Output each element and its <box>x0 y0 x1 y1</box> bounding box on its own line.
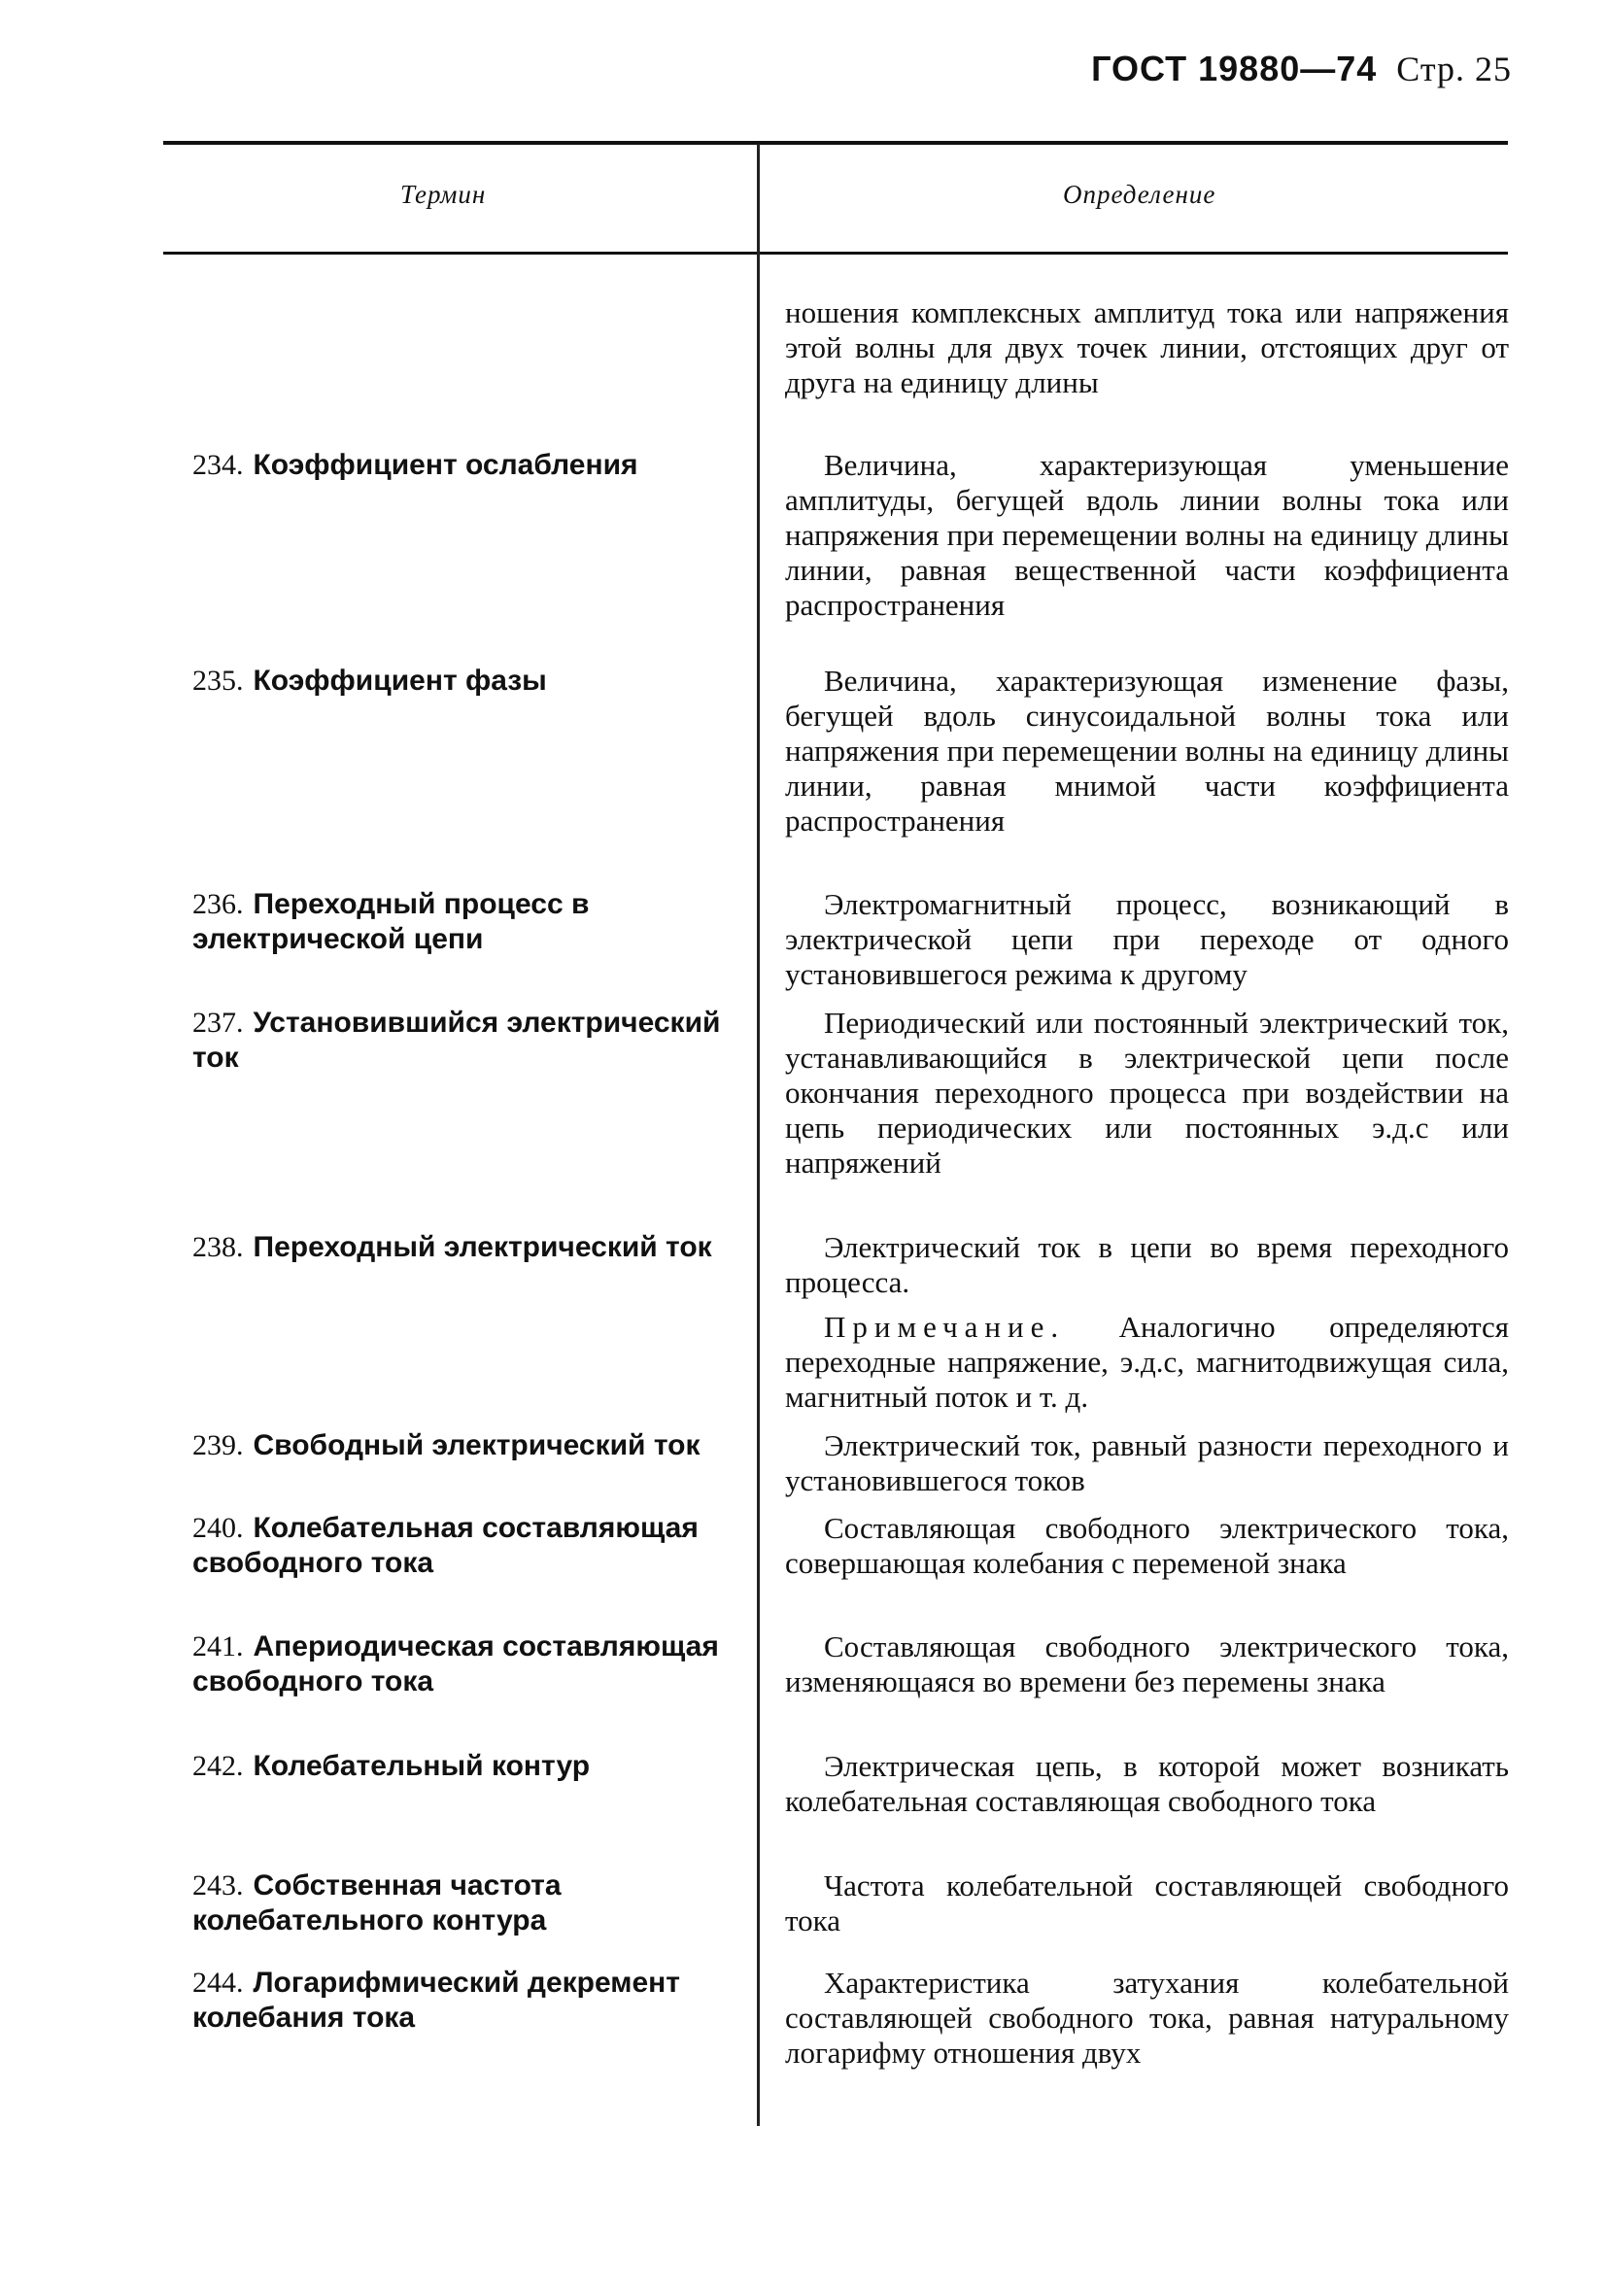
note-text: Аналогично определяются переходные напряжение, э.д.с, магнитодвижущая сила, магнитный поток и т. д. <box>785 1310 1510 1414</box>
term-cell <box>192 1006 736 1076</box>
term-number: 240. <box>192 1512 244 1544</box>
definition-cell: Частота колебательной составляющей свободного тока <box>785 1868 1509 1937</box>
term-cell <box>192 1966 736 2036</box>
continued-definition: ношения комплексных амплитуд тока или напряжения этой волны для двух точек линии, отстоящих друг от друга на единицу длины <box>785 295 1509 399</box>
term-name: Переходный электрический ток <box>253 1231 712 1263</box>
term-cell <box>192 448 736 483</box>
page-number: Стр. 25 <box>1396 50 1512 88</box>
definition-cell: Составляющая свободного электрического тока, изменяющаяся во времени без перемены знака <box>785 1629 1509 1698</box>
definition-cell: Составляющая свободного электрического тока, совершающая колебания с переменой знака <box>785 1511 1509 1580</box>
term-cell <box>192 1511 736 1581</box>
standard-number: ГОСТ 19880—74 <box>1091 49 1378 88</box>
definition-cell: Электрический ток, равный разности переходного и установившегося токов <box>785 1428 1509 1497</box>
term-number: 243. <box>192 1869 244 1902</box>
definition-cell: Электрический ток в цепи во время переходного процесса. <box>785 1230 1509 1299</box>
note <box>785 1310 1509 1415</box>
term-name: Логарифмический декремент колебания тока <box>192 1967 680 2034</box>
definition-cell: Периодический или постоянный электрический ток, устанавливающийся в электрической цепи после окончания переходного процесса при воздействии на цепь периодических или постоянных э.д.с или напряжений <box>785 1006 1509 1180</box>
term-cell <box>192 1868 736 1938</box>
definition-cell: Характеристика затухания колебательной составляющей свободного тока, равная натуральному логарифму отношения двух <box>785 1966 1509 2070</box>
table-top-rule <box>163 141 1508 145</box>
definition-cell: Величина, характеризующая уменьшение амплитуды, бегущей вдоль линии волны тока или напряжения при перемещении волны на единицу длины линии, равная вещественной части коэффициента распространения <box>785 448 1509 622</box>
term-number: 237. <box>192 1007 244 1039</box>
term-name: Апериодическая составляющая свободного тока <box>192 1630 719 1697</box>
term-name: Свободный электрический ток <box>253 1429 701 1461</box>
term-number: 241. <box>192 1630 244 1662</box>
page-header <box>1091 49 1512 89</box>
term-number: 239. <box>192 1429 244 1461</box>
term-name: Собственная частота колебательного контура <box>192 1869 562 1936</box>
column-header-definition: Определение <box>1063 180 1216 209</box>
term-number: 234. <box>192 449 244 481</box>
term-cell <box>192 1629 736 1699</box>
term-name: Колебательный контур <box>253 1750 591 1782</box>
definition-cell: Электромагнитный процесс, возникающий в электрической цепи при переходе от одного установившегося режима к другому <box>785 887 1509 991</box>
term-number: 236. <box>192 888 244 920</box>
term-name: Установившийся электрический ток <box>192 1007 721 1074</box>
term-number: 238. <box>192 1231 244 1263</box>
term-name: Переходный процесс в электрической цепи <box>192 888 590 955</box>
term-name: Коэффициент фазы <box>253 665 547 697</box>
term-cell <box>192 664 736 699</box>
definition-cell: Величина, характеризующая изменение фазы, бегущей вдоль синусоидальной волны тока или напряжения при перемещении волны на единицу длины линии, равная мнимой части коэффициента распространения <box>785 664 1509 838</box>
term-number: 235. <box>192 665 244 697</box>
term-number: 242. <box>192 1750 244 1782</box>
definition-cell: Электрическая цепь, в которой может возникать колебательная составляющая свободного тока <box>785 1749 1509 1818</box>
term-name: Колебательная составляющая свободного тока <box>192 1512 699 1579</box>
table-header-rule <box>163 252 1508 255</box>
note-label: Примечание. <box>824 1310 1066 1344</box>
term-name: Коэффициент ослабления <box>253 449 638 481</box>
term-cell <box>192 1230 736 1265</box>
column-divider <box>757 144 760 2126</box>
column-header-term: Термин <box>400 180 487 209</box>
term-cell <box>192 1428 736 1463</box>
term-cell <box>192 1749 736 1784</box>
term-number: 244. <box>192 1967 244 1999</box>
term-cell <box>192 887 736 957</box>
